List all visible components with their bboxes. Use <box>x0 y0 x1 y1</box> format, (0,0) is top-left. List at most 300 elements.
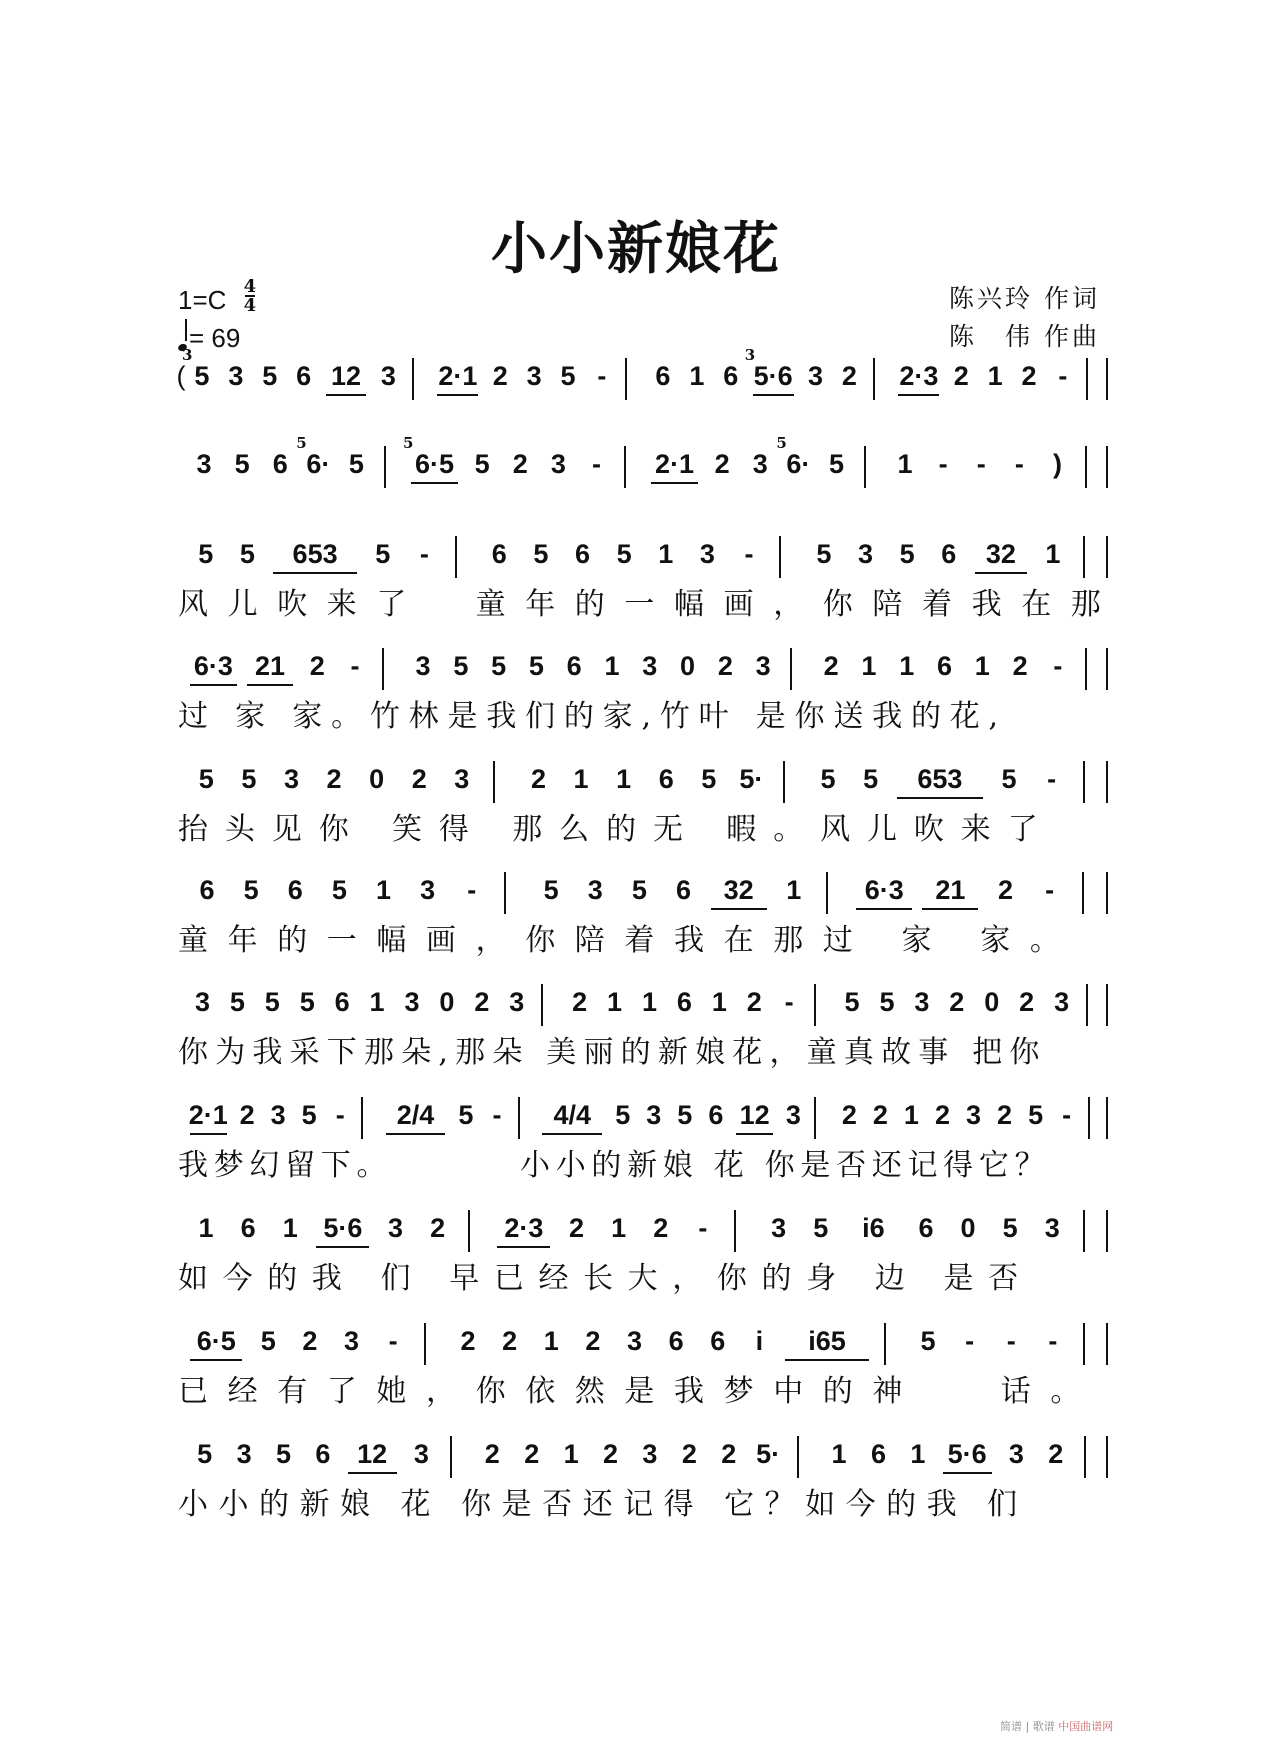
jianpu-note: 5 <box>533 539 549 569</box>
barline <box>424 1323 426 1365</box>
jianpu-note: 5 <box>879 987 895 1017</box>
barline <box>382 648 384 690</box>
barline <box>1086 358 1088 400</box>
jianpu-note: 6 <box>723 361 739 391</box>
jianpu-note: 2 <box>1012 651 1028 681</box>
jianpu-note: 5 <box>920 1326 936 1356</box>
barline-end <box>1106 761 1108 803</box>
lyric-line: 已经有了她，你依然是我梦中的神 话。 <box>178 1374 1100 1409</box>
jianpu-note: 2 <box>460 1326 476 1356</box>
jianpu-note: 2 <box>569 1213 585 1243</box>
jianpu-note: 5 <box>348 449 364 479</box>
jianpu-note: 5 <box>234 449 250 479</box>
jianpu-note: 4/4 <box>553 1100 592 1130</box>
dash-extension: - <box>492 1100 502 1130</box>
jianpu-note: 1 <box>369 987 385 1017</box>
barline-end <box>1106 1210 1108 1252</box>
watermark <box>1000 1718 1113 1734</box>
barline <box>361 1097 363 1139</box>
jianpu-note: 5 <box>631 875 647 905</box>
barline <box>518 1097 520 1139</box>
jianpu-note: 3 <box>752 449 768 479</box>
jianpu-note: 0 <box>960 1213 976 1243</box>
jianpu-note: 2 <box>309 651 325 681</box>
jianpu-note: 6 <box>870 1439 886 1469</box>
jianpu-note: 2 <box>1019 987 1035 1017</box>
jianpu-note: 1 <box>861 651 877 681</box>
dash-extension: - <box>419 539 429 569</box>
jianpu-note: 5 <box>453 651 469 681</box>
jianpu-note: 5 <box>375 539 391 569</box>
jianpu-note: 6 <box>676 987 692 1017</box>
jianpu-note: 3 <box>587 875 603 905</box>
lyric-line: 风儿吹来了 童年的一幅画，你陪着我在那 <box>178 587 1121 622</box>
beam-underline <box>897 797 983 799</box>
jianpu-note: 2·1 <box>438 361 478 391</box>
jianpu-note: 5 <box>560 361 576 391</box>
jianpu-note: 5 <box>229 987 245 1017</box>
jianpu-note: 2 <box>512 449 528 479</box>
jianpu-note: 2·3 <box>504 1213 544 1243</box>
jianpu-note: 1 <box>711 987 727 1017</box>
jianpu-note: 1 <box>658 539 674 569</box>
barline <box>1083 761 1085 803</box>
jianpu-note: 6 <box>566 651 582 681</box>
jianpu-note: 1 <box>607 987 623 1017</box>
barline <box>493 761 495 803</box>
dash-extension: - <box>591 449 601 479</box>
jianpu-note: 6·3 <box>193 651 233 681</box>
barline <box>455 536 457 578</box>
jianpu-note: 2 <box>585 1326 601 1356</box>
jianpu-note: 2 <box>1021 361 1037 391</box>
jianpu-note: 1 <box>604 651 620 681</box>
beam-underline <box>736 1133 773 1135</box>
jianpu-note: 2 <box>239 1100 255 1130</box>
dash-extension: - <box>597 361 607 391</box>
jianpu-note: 1 <box>689 361 705 391</box>
barline <box>826 872 828 914</box>
jianpu-note: 1 <box>543 1326 559 1356</box>
jianpu-note: 2 <box>653 1213 669 1243</box>
jianpu-note: 653 <box>292 539 338 569</box>
beam-underline <box>856 908 912 910</box>
jianpu-note: 5 <box>616 539 632 569</box>
jianpu-note: 3 <box>236 1439 252 1469</box>
jianpu-note: 3 <box>699 539 715 569</box>
lyric-line: 童年的一幅画，你陪着我在那过 家 家。 <box>178 923 1080 958</box>
lyric-line: 抬头见你 笑得 那么的无 暇。风儿吹来了 <box>178 812 1055 847</box>
jianpu-note: 1 <box>1045 539 1061 569</box>
jianpu-note: 6 <box>658 764 674 794</box>
beam-underline <box>190 684 237 686</box>
barline-end <box>1106 446 1108 488</box>
dash-extension: - <box>938 449 948 479</box>
open-paren: ( <box>176 361 186 391</box>
lyric-line: 我梦幻留下。 小小的新娘 花 你是否还记得它？ <box>178 1148 1051 1183</box>
dash-extension: - <box>1045 875 1055 905</box>
jianpu-note: 1 <box>974 651 990 681</box>
jianpu-note: 5 <box>239 539 255 569</box>
jianpu-note: i65 <box>808 1326 846 1356</box>
jianpu-note: 6 <box>941 539 957 569</box>
jianpu-note: 2 <box>823 651 839 681</box>
jianpu-note: 2/4 <box>396 1100 435 1130</box>
jianpu-note: 6 <box>272 449 288 479</box>
grace-note: 3 <box>182 346 193 364</box>
time-signature-bottom: 4 <box>243 295 257 317</box>
jianpu-note: 5 <box>863 764 879 794</box>
jianpu-note: 6 <box>710 1326 726 1356</box>
lyric-line: 小小的新娘 花 你是否还记得 它？如今的我 们 <box>178 1487 1028 1522</box>
grace-note: 5 <box>776 434 787 452</box>
jianpu-note: 5 <box>1001 764 1017 794</box>
jianpu-note: 2 <box>953 361 969 391</box>
jianpu-note: 2 <box>998 875 1014 905</box>
jianpu-note: 5 <box>299 987 315 1017</box>
barline-end <box>1106 1436 1108 1478</box>
jianpu-note: 3 <box>642 651 658 681</box>
barline-end <box>1106 872 1108 914</box>
beam-underline <box>711 908 767 910</box>
jianpu-note: 3 <box>420 875 436 905</box>
jianpu-note: 5 <box>677 1100 693 1130</box>
barline <box>504 872 506 914</box>
beam-underline <box>785 1359 869 1361</box>
jianpu-note: 1 <box>903 1100 919 1130</box>
key-signature-line <box>178 276 257 320</box>
jianpu-note: 2 <box>746 987 762 1017</box>
grace-note: 5 <box>296 434 307 452</box>
grace-note: 5 <box>402 434 414 452</box>
jianpu-note: 3 <box>858 539 874 569</box>
jianpu-note: 6 <box>199 875 215 905</box>
barline <box>814 984 816 1026</box>
jianpu-note: 1 <box>831 1439 847 1469</box>
beam-underline <box>651 482 698 484</box>
jianpu-note: 5 <box>813 1213 829 1243</box>
jianpu-note: 1 <box>897 449 913 479</box>
jianpu-note: 2 <box>603 1439 619 1469</box>
jianpu-note: 6 <box>918 1213 934 1243</box>
dash-extension: - <box>698 1213 708 1243</box>
jianpu-note: 5 <box>194 361 210 391</box>
jianpu-note: 5 <box>1028 1100 1044 1130</box>
lyric-line: 过 家 家。竹林是我们的家,竹叶 是你送我的花, <box>178 699 1007 734</box>
jianpu-note: 3 <box>642 1439 658 1469</box>
jianpu-note: 2 <box>302 1326 318 1356</box>
jianpu-note: 1 <box>611 1213 627 1243</box>
barline <box>384 446 386 488</box>
jianpu-note: 5·6 <box>753 361 793 391</box>
beam-underline <box>190 1133 227 1135</box>
jianpu-note: 12 <box>739 1100 770 1130</box>
barline <box>873 358 875 400</box>
song-title: 小小新娘花 <box>491 216 781 282</box>
barline <box>779 536 781 578</box>
barline <box>783 761 785 803</box>
jianpu-note: 2 <box>1048 1439 1064 1469</box>
jianpu-note: 2 <box>841 1100 857 1130</box>
barline <box>625 358 627 400</box>
barline <box>814 1097 816 1139</box>
dash-extension: - <box>976 449 986 479</box>
jianpu-note: 2 <box>714 449 730 479</box>
jianpu-note: 0 <box>369 764 385 794</box>
barline <box>1083 536 1085 578</box>
jianpu-note: 1 <box>282 1213 298 1243</box>
barline <box>1085 648 1087 690</box>
dash-extension: - <box>1062 1100 1072 1130</box>
jianpu-note: 3 <box>509 987 525 1017</box>
credits-block <box>949 280 1100 356</box>
jianpu-note: 12 <box>330 361 362 391</box>
jianpu-note: 21 <box>254 651 286 681</box>
barline <box>734 1210 736 1252</box>
jianpu-note: 2 <box>872 1100 888 1130</box>
jianpu-note: 6·5 <box>196 1326 236 1356</box>
jianpu-note: 5·6 <box>323 1213 363 1243</box>
time-signature-top: 4 <box>243 276 257 298</box>
dash-extension: - <box>744 539 754 569</box>
jianpu-note: 3 <box>387 1213 403 1243</box>
dash-extension: - <box>784 987 794 1017</box>
barline <box>864 446 866 488</box>
jianpu-note: 3 <box>196 449 212 479</box>
jianpu-note: i <box>755 1326 764 1356</box>
jianpu-note: 2·3 <box>899 361 939 391</box>
jianpu-note: 5 <box>243 875 259 905</box>
jianpu-note: 5 <box>820 764 836 794</box>
beam-underline <box>975 572 1027 574</box>
watermark-site: 中国曲谱网 <box>1058 1720 1114 1733</box>
jianpu-note: 2 <box>502 1326 518 1356</box>
jianpu-note: 5 <box>458 1100 474 1130</box>
beam-underline <box>898 394 939 396</box>
barline <box>450 1436 452 1478</box>
jianpu-note: 2 <box>721 1439 737 1469</box>
jianpu-note: 21 <box>935 875 966 905</box>
barline <box>797 1436 799 1478</box>
dash-extension: - <box>1014 449 1024 479</box>
jianpu-note: 6· <box>786 449 811 479</box>
lyric-line: 你为我采下那朵,那朵 美丽的新娘花，童真故事 把你 <box>178 1035 1047 1070</box>
jianpu-note: 2 <box>717 651 733 681</box>
jianpu-note: 2 <box>934 1100 950 1130</box>
jianpu-note: 6 <box>287 875 303 905</box>
jianpu-note: 2 <box>430 1213 446 1243</box>
beam-underline <box>943 1472 992 1474</box>
jianpu-note: 5 <box>899 539 915 569</box>
jianpu-note: 5 <box>275 1439 291 1469</box>
jianpu-note: 5 <box>844 987 860 1017</box>
beam-underline <box>348 1472 397 1474</box>
jianpu-note: 5 <box>197 1439 213 1469</box>
time-signature <box>243 276 257 317</box>
jianpu-note: 3 <box>755 651 771 681</box>
jianpu-note: 1 <box>616 764 632 794</box>
dash-extension: - <box>335 1100 345 1130</box>
jianpu-note: 2 <box>572 987 588 1017</box>
jianpu-note: 2 <box>949 987 965 1017</box>
jianpu-note: 6 <box>315 1439 331 1469</box>
beam-underline <box>753 394 794 396</box>
jianpu-note: 3 <box>454 764 470 794</box>
dash-extension: - <box>350 651 360 681</box>
jianpu-note: 5 <box>816 539 832 569</box>
jianpu-note: 3 <box>914 987 930 1017</box>
key-tempo-block <box>178 276 257 356</box>
jianpu-note: 3 <box>415 651 431 681</box>
jianpu-note: 3 <box>283 764 299 794</box>
beam-underline <box>922 908 978 910</box>
jianpu-note: 6 <box>936 651 953 681</box>
barline <box>1082 872 1084 914</box>
jianpu-note: 3 <box>550 449 566 479</box>
dash-extension: - <box>1053 651 1063 681</box>
beam-underline <box>190 1359 242 1361</box>
composer-credit: 陈 伟 作曲 <box>949 322 1100 351</box>
jianpu-note: 2 <box>841 361 857 391</box>
jianpu-note: 5 <box>241 764 257 794</box>
jianpu-note: 1 <box>198 1213 214 1243</box>
beam-underline <box>316 1246 369 1248</box>
barline <box>1083 1323 1085 1365</box>
jianpu-note: 0 <box>680 651 696 681</box>
jianpu-note: 12 <box>357 1439 388 1469</box>
dash-extension: - <box>1006 1326 1016 1356</box>
jianpu-note: 32 <box>723 875 754 905</box>
barline-end <box>1106 984 1108 1026</box>
barline-end <box>1106 536 1108 578</box>
jianpu-note: 3 <box>965 1100 982 1130</box>
jianpu-note: 2 <box>326 764 342 794</box>
jianpu-note: 6 <box>708 1100 724 1130</box>
jianpu-note: 2 <box>484 1439 500 1469</box>
jianpu-note: 3 <box>807 361 823 391</box>
jianpu-note: 5 <box>264 987 280 1017</box>
jianpu-note: 3 <box>194 987 210 1017</box>
jianpu-note: 6·5 <box>415 449 455 479</box>
barline <box>1083 1210 1085 1252</box>
jianpu-note: 5· <box>756 1439 781 1469</box>
jianpu-note: 1 <box>375 875 392 905</box>
barline <box>624 446 626 488</box>
jianpu-note: 6 <box>668 1326 684 1356</box>
jianpu-note: 6 <box>655 361 671 391</box>
jianpu-note: 5 <box>528 651 544 681</box>
jianpu-note: 0 <box>984 987 1000 1017</box>
jianpu-note: 5 <box>474 449 490 479</box>
jianpu-note: 5 <box>543 875 559 905</box>
barline-end <box>1106 1323 1108 1365</box>
beam-underline <box>326 394 367 396</box>
jianpu-note: 5 <box>260 1326 276 1356</box>
tempo-value: = 69 <box>189 323 241 354</box>
jianpu-note: 32 <box>985 539 1016 569</box>
jianpu-note: 2 <box>530 764 546 794</box>
barline <box>1084 1436 1086 1478</box>
jianpu-note: 3 <box>228 361 244 391</box>
dash-extension: - <box>467 875 477 905</box>
jianpu-note: 6 <box>334 987 350 1017</box>
jianpu-note: 6 <box>296 361 312 391</box>
barline <box>1085 446 1087 488</box>
jianpu-note: 5 <box>701 764 717 794</box>
barline <box>790 648 792 690</box>
quarter-note-stem-icon <box>185 319 187 341</box>
jianpu-note: 5 <box>198 764 214 794</box>
jianpu-note: 6 <box>675 875 691 905</box>
jianpu-note: 3 <box>270 1100 286 1130</box>
beam-underline <box>386 1133 446 1135</box>
jianpu-note: 1 <box>563 1439 579 1469</box>
beam-underline <box>411 482 458 484</box>
jianpu-note: ) <box>1052 449 1062 479</box>
jianpu-note: 3 <box>771 1213 787 1243</box>
jianpu-note: 5 <box>331 875 347 905</box>
lyricist-credit: 陈兴玲 作词 <box>949 284 1100 313</box>
jianpu-note: 5 <box>262 361 278 391</box>
jianpu-note: 5 <box>828 449 844 479</box>
jianpu-note: 1 <box>910 1439 926 1469</box>
jianpu-note: 1 <box>899 651 915 681</box>
dash-extension: - <box>1047 764 1057 794</box>
beam-underline <box>542 1133 602 1135</box>
watermark-text: 简谱 | 歌谱 <box>1000 1720 1055 1733</box>
beam-underline <box>437 394 478 396</box>
beam-underline <box>497 1246 550 1248</box>
jianpu-note: 3 <box>646 1100 662 1130</box>
jianpu-note: 1 <box>786 875 802 905</box>
beam-underline <box>247 684 294 686</box>
jianpu-note: 3 <box>1044 1213 1060 1243</box>
barline-end <box>1106 358 1108 400</box>
lyric-line: 如今的我 们 早已经长大，你的身 边 是否 <box>178 1261 1033 1296</box>
jianpu-note: 2 <box>474 987 490 1017</box>
dash-extension: - <box>965 1326 975 1356</box>
jianpu-note: 2 <box>681 1439 697 1469</box>
beam-underline <box>273 572 357 574</box>
barline <box>1086 984 1088 1026</box>
barline <box>1088 1097 1090 1139</box>
jianpu-note: 653 <box>917 764 963 794</box>
jianpu-note: 6·3 <box>864 875 904 905</box>
jianpu-note: 3 <box>1054 987 1070 1017</box>
jianpu-note: 5 <box>198 539 214 569</box>
jianpu-note: 0 <box>439 987 455 1017</box>
jianpu-note: 3 <box>413 1439 429 1469</box>
jianpu-note: 1 <box>641 987 657 1017</box>
jianpu-note: 3 <box>380 361 396 391</box>
jianpu-note: 2 <box>524 1439 540 1469</box>
jianpu-note: 1 <box>573 764 589 794</box>
jianpu-note: 5 <box>1002 1213 1018 1243</box>
dash-extension: - <box>1048 1326 1058 1356</box>
barline-end <box>1106 1097 1108 1139</box>
jianpu-note: 5 <box>491 651 507 681</box>
dash-extension: - <box>1058 361 1068 391</box>
jianpu-note: 3 <box>785 1100 801 1130</box>
jianpu-note: 6 <box>575 539 591 569</box>
jianpu-note: 3 <box>1008 1439 1024 1469</box>
jianpu-note: 3 <box>526 361 542 391</box>
jianpu-note: 6· <box>306 449 331 479</box>
dash-extension: - <box>388 1326 398 1356</box>
jianpu-note: 2 <box>492 361 508 391</box>
jianpu-note: 1 <box>987 361 1003 391</box>
jianpu-note: 6 <box>240 1213 256 1243</box>
